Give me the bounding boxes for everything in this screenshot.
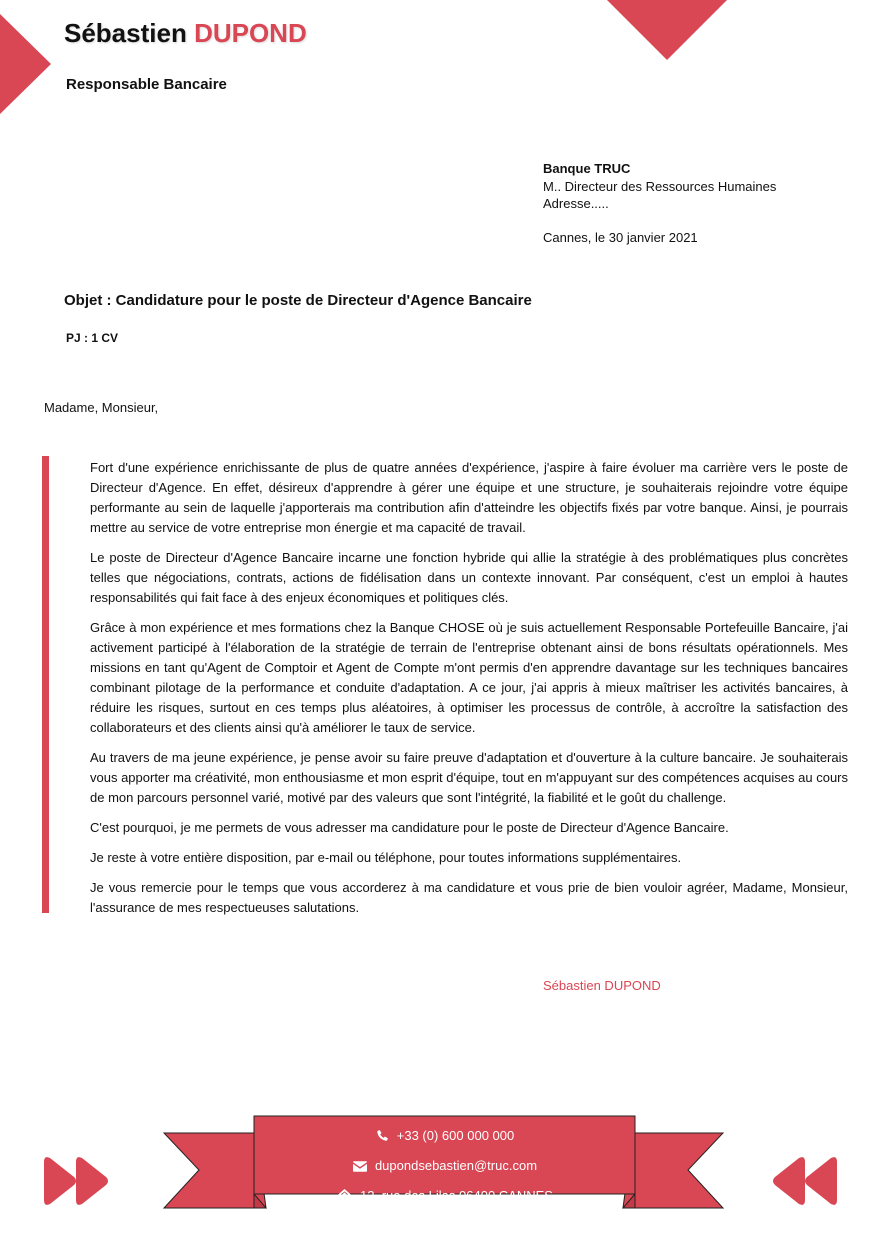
place-date: Cannes, le 30 janvier 2021 [543, 230, 698, 245]
letter-subject: Objet : Candidature pour le poste de Directeur d'Agence Bancaire [64, 292, 532, 309]
job-title: Responsable Bancaire [66, 76, 227, 93]
recipient-contact: M.. Directeur des Ressources Humaines [543, 178, 777, 194]
greeting: Madame, Monsieur, [44, 400, 159, 415]
contact-email [255, 1158, 635, 1173]
recipient-block [543, 160, 776, 213]
accent-bar [42, 456, 49, 913]
candidate-name [64, 18, 307, 49]
body-paragraph: Fort d'une expérience enrichissante de plus de quatre années d'expérience, j'aspire à faire évoluer ma carrière vers le poste de Directeur d'Agence. En effet, désireux d'apprendre à gérer une équipe et une structure, je souhaiterais rejoindre votre équipe performante au sein de laquelle j'apporterais ma contribution afin d'atteindre les objectifs fixés par votre banque. Ainsi, je pourrais mettre au service de votre entreprise mon énergie et ma capacité de travail. [90, 460, 848, 535]
body-paragraph: Je reste à votre entière disposition, par e-mail ou téléphone, pour toutes informations supplémentaires. [90, 850, 682, 865]
body-paragraph: Le poste de Directeur d'Agence Bancaire incarne une fonction hybride qui allie la stratégie à des problématiques plus concrètes telles que négociations, contrats, actions de fidélisation dans un contexte innovant. Par conséquent, c'est un emploi à hautes responsabilités qui fait face à des enjeux économiques et politiques clés. [90, 550, 848, 605]
envelope-icon [353, 1161, 367, 1172]
contact-phone [255, 1128, 635, 1143]
phone-number: +33 (0) 600 000 000 [396, 1128, 515, 1143]
decorative-triangle-top [607, 0, 729, 62]
last-name: DUPOND [194, 18, 307, 48]
recipient-address: Adresse..... [543, 196, 609, 211]
letter-body [90, 458, 848, 928]
email-address: dupondsebastien@truc.com [374, 1158, 538, 1173]
decorative-triangle-left [0, 0, 52, 116]
fast-forward-icon [44, 1157, 108, 1205]
body-paragraph: Grâce à mon expérience et mes formations chez la Banque CHOSE où je suis actuellement Responsable Portefeuille Bancaire, j'ai activement participé à l'élaboration de la stratégie de terrain de l'entreprise obtenant ainsi de bons résultats opérationnels. Mes missions en tant qu'Agent de Comptoir et Agent de Compte m'ont permis d'en apprendre davantage sur les techniques bancaires combinant pilotage de la performance et conduite d'adaptation. A ce jour, j'ai appris à mieux maîtriser les activités bancaires, à réduire les risques, surtout en ces temps plus aléatoires, à optimiser les processus de contrôle, à accroître la satisfaction des collaborateurs et des clients ainsi qu'à améliorer le taux de service. [90, 620, 848, 735]
home-icon [337, 1189, 352, 1202]
rewind-icon [773, 1157, 837, 1205]
signature: Sébastien DUPOND [543, 978, 661, 993]
attachment-note: PJ : 1 CV [66, 331, 119, 345]
body-paragraph: Je vous remercie pour le temps que vous accorderez à ma candidature et vous prie de bien vouloir agréer, Madame, Monsieur, l'assurance de mes respectueuses salutations. [90, 880, 848, 915]
body-paragraph: C'est pourquoi, je me permets de vous adresser ma candidature pour le poste de Directeur d'Agence Bancaire. [90, 820, 729, 835]
contact-address [255, 1188, 635, 1203]
first-name: Sébastien [64, 18, 187, 48]
postal-address: 12, rue des Lilas 06400 CANNES [360, 1188, 553, 1203]
recipient-company: Banque TRUC [543, 161, 631, 176]
phone-icon [376, 1129, 389, 1142]
body-paragraph: Au travers de ma jeune expérience, je pense avoir su faire preuve d'adaptation et d'ouverture à la culture bancaire. Je souhaiterais vous apporter ma créativité, mon enthousiasme et mon esprit d'équipe, tout en m'appuyant sur des compétences acquises au cours de mon parcours personnel varié, motivé par des valeurs que sont l'intégrité, la fiabilité et le goût du challenge. [90, 750, 848, 805]
